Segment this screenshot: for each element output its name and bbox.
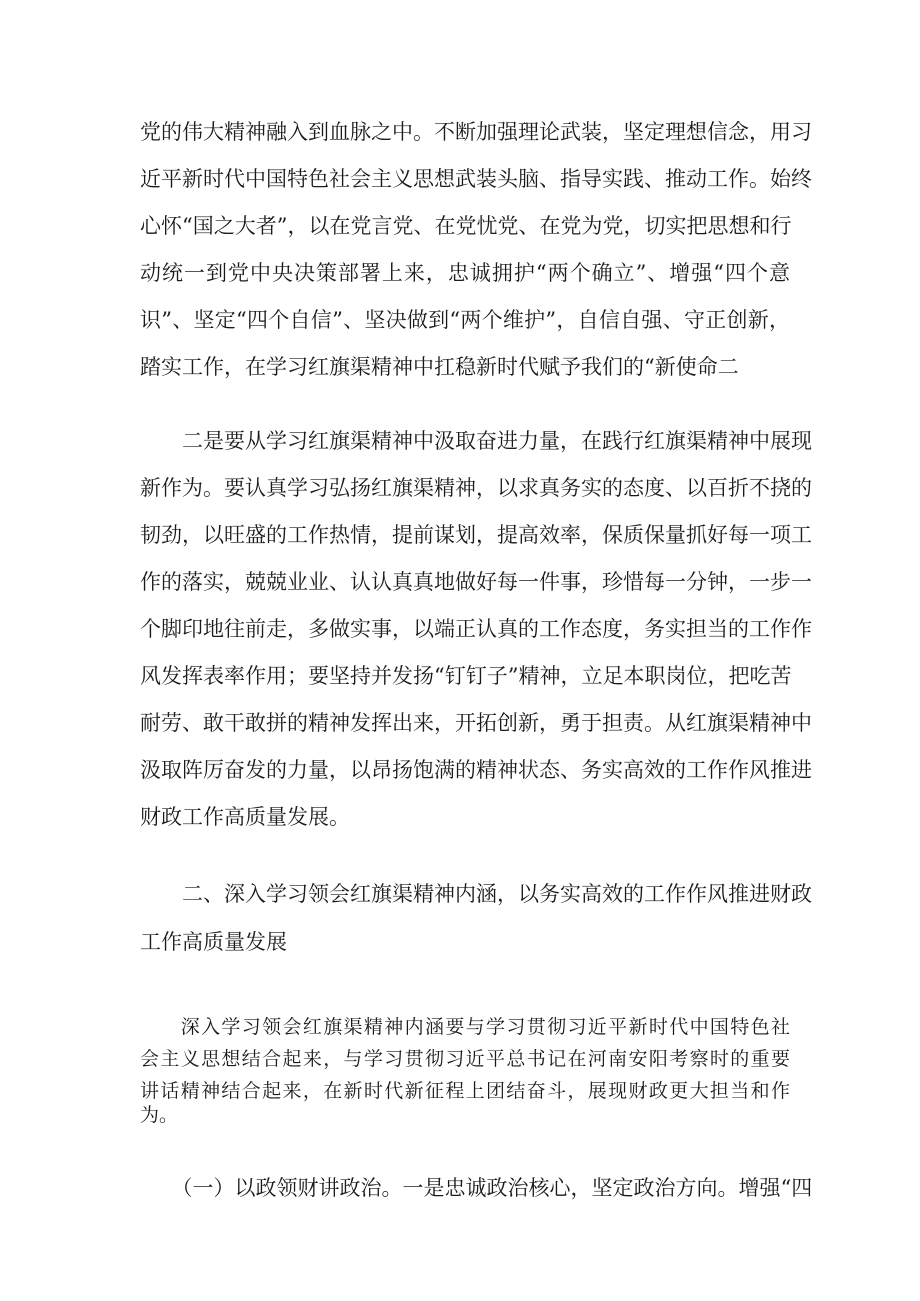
paragraph-2-line-7: 耐劳、敢干敢拼的精神发挥出来，开拓创新，勇于担责。从红旗渠精神中 — [140, 711, 812, 735]
paragraph-4-line-4: 为。 — [140, 1104, 179, 1126]
paragraph-2-line-6: 风发挥表率作用；要坚持并发扬“钉钉子”精神，立足本职岗位，把吃苦 — [140, 664, 792, 688]
paragraph-5-line-1: （一）以政领财讲政治。一是忠诚政治核心，坚定政治方向。增强“四 — [140, 1176, 813, 1200]
paragraph-4-line-3: 讲话精神结合起来，在新时代新征程上团结奋斗，展现财政更大担当和作 — [140, 1080, 790, 1102]
paragraph-2-line-3: 韧劲，以旺盛的工作热情，提前谋划，提高效率，保质保量抓好每一项工 — [140, 523, 812, 547]
paragraph-1-line-3: 心怀“国之大者”，以在党言党、在党忧党、在党为党，切实把思想和行 — [140, 214, 792, 238]
paragraph-2-line-5: 个脚印地往前走，多做实事，以端正认真的工作态度，务实担当的工作作 — [140, 617, 812, 641]
paragraph-1-line-5: 识”、坚定“四个自信”、坚决做到“两个维护”，自信自强、守正创新， — [140, 308, 790, 332]
paragraph-2-line-1: 二是要从学习红旗渠精神中汲取奋进力量，在践行红旗渠精神中展现 — [140, 429, 812, 453]
paragraph-1-line-1: 党的伟大精神融入到血脉之中。不断加强理论武装，坚定理想信念，用习 — [140, 120, 812, 144]
paragraph-2-line-8: 汲取阵厉奋发的力量，以昂扬饱满的精神状态、务实高效的工作作风推进 — [140, 758, 812, 782]
section-heading-line-2: 工作高质量发展 — [140, 930, 287, 954]
section-heading-line-1: 二、深入学习领会红旗渠精神内涵，以务实高效的工作作风推进财政 — [140, 882, 812, 906]
paragraph-1-line-2: 近平新时代中国特色社会主义思想武装头脑、指导实践、推动工作。始终 — [140, 167, 812, 191]
paragraph-2-line-2: 新作为。要认真学习弘扬红旗渠精神，以求真务实的态度、以百折不挠的 — [140, 476, 812, 500]
paragraph-1-line-4: 动统一到党中央决策部署上来，忠诚拥护“两个确立”、增强“四个意 — [140, 261, 790, 285]
paragraph-4-line-2: 会主义思想结合起来，与学习贯彻习近平总书记在河南安阳考察时的重要 — [140, 1048, 790, 1070]
paragraph-2-line-4: 作的落实，兢兢业业、认认真真地做好每一件事，珍惜每一分钟，一步一 — [140, 570, 812, 594]
paragraph-2-line-9: 财政工作高质量发展。 — [140, 805, 350, 829]
paragraph-1-line-6: 踏实工作，在学习红旗渠精神中扛稳新时代赋予我们的“新使命二 — [140, 355, 739, 379]
paragraph-4-line-1: 深入学习领会红旗渠精神内涵要与学习贯彻习近平新时代中国特色社 — [140, 1016, 790, 1038]
